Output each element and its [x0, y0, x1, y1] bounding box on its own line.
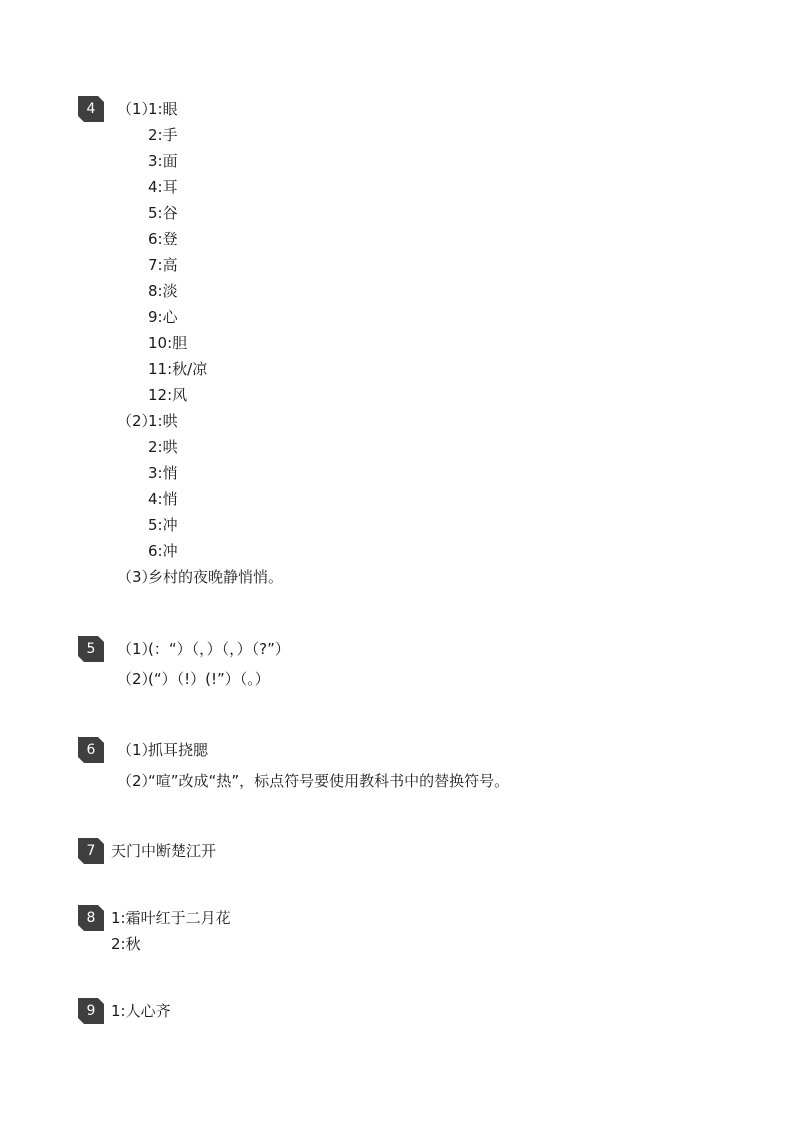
- question-number-badge: 8: [78, 905, 104, 931]
- answer-item: 11:秋/凉: [148, 360, 208, 378]
- answer-item: 3:面: [148, 152, 178, 170]
- answer-item: 2:哄: [148, 438, 178, 456]
- part-label: （1）: [117, 640, 157, 658]
- answer-item: 8:淡: [148, 282, 178, 300]
- answer-item: (“）（!）(!”）（。）: [148, 670, 270, 688]
- part-label: （2）: [117, 670, 157, 688]
- answer-item: 6:冲: [148, 542, 178, 560]
- answer-item: (：“）（，）（，）（?”）: [148, 640, 290, 658]
- answer-item: 7:高: [148, 256, 178, 274]
- answer-item: 6:登: [148, 230, 178, 248]
- answer-item: 12:风: [148, 386, 188, 404]
- answer-line: 2:秋: [111, 935, 141, 953]
- answer-line: 天门中断楚江开: [111, 842, 217, 860]
- part-label: （1）: [117, 100, 157, 118]
- answer-line: 1:人心齐: [111, 1002, 171, 1020]
- answer-item: 4:悄: [148, 490, 178, 508]
- answer-item: 5:谷: [148, 204, 178, 222]
- answer-item: 4:耳: [148, 178, 178, 196]
- part-label: （2）: [117, 772, 157, 790]
- question-number-badge: 5: [78, 636, 104, 662]
- part-label: （3）: [117, 568, 157, 586]
- answer-item: 5:冲: [148, 516, 178, 534]
- question-number-badge: 9: [78, 998, 104, 1024]
- part-label: （2）: [117, 412, 157, 430]
- answer-item: 1:哄: [148, 412, 178, 430]
- answer-item: 乡村的夜晚静悄悄。: [148, 568, 284, 586]
- answer-line: 1:霜叶红于二月花: [111, 909, 231, 927]
- answer-item: “喧”改成“热”，标点符号要使用教科书中的替换符号。: [148, 772, 510, 790]
- answer-item: 3:悄: [148, 464, 178, 482]
- answer-item: 抓耳挠腮: [148, 741, 209, 759]
- part-label: （1）: [117, 741, 157, 759]
- answer-item: 9:心: [148, 308, 178, 326]
- answer-item: 2:手: [148, 126, 178, 144]
- question-number-badge: 4: [78, 96, 104, 122]
- answer-item: 10:胆: [148, 334, 188, 352]
- question-number-badge: 6: [78, 737, 104, 763]
- answer-item: 1:眼: [148, 100, 178, 118]
- question-number-badge: 7: [78, 838, 104, 864]
